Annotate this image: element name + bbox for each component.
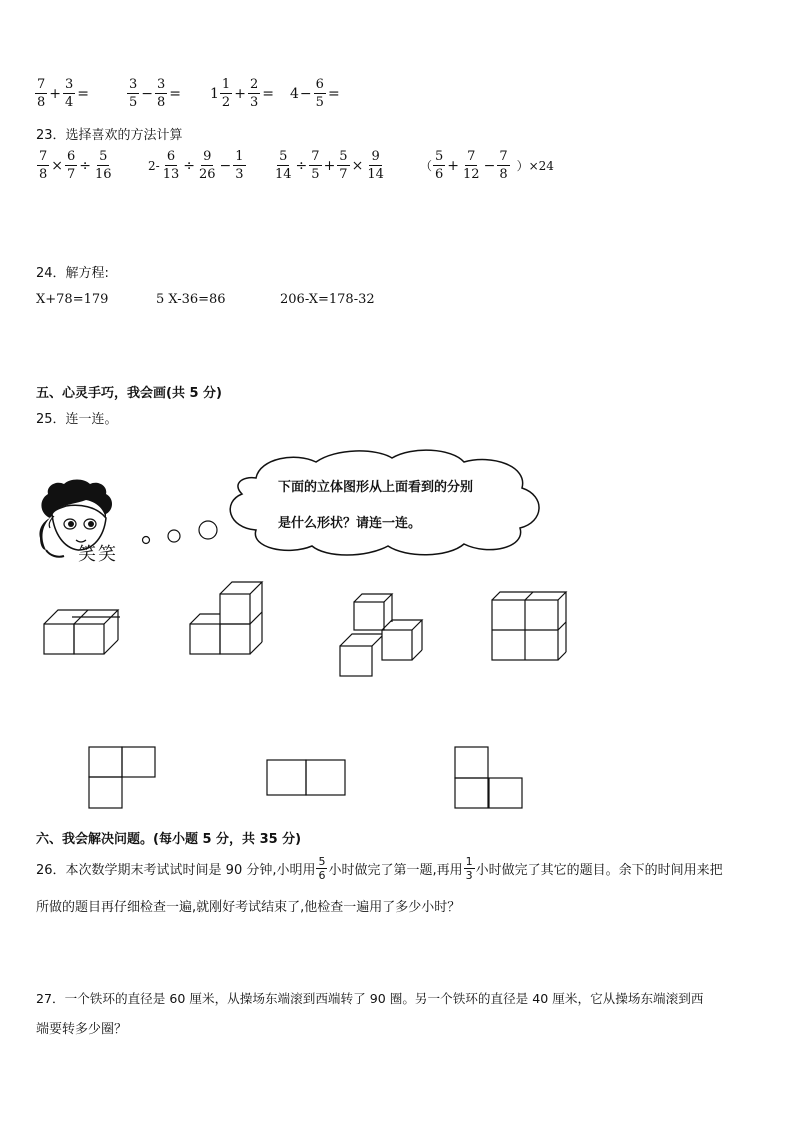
fraction: $\frac{1}{3}$ <box>465 855 473 882</box>
q26-line-2: 所做的题目再仔细检查一遍,就刚好考试结束了,他检查一遍用了多少小时？ <box>36 900 461 915</box>
fraction: $\frac{2}{3}$ <box>249 77 259 110</box>
fraction: $\frac{5}{6}$ <box>435 149 444 182</box>
fraction: $\frac{7}{8}$ <box>499 149 508 182</box>
q23-title: 23．选择喜欢的方法计算 <box>36 128 183 143</box>
cube-figure-1 <box>44 608 124 656</box>
fraction: $\frac{5}{6}$ <box>318 855 326 882</box>
fraction: $\frac{7}{8}$ <box>39 149 48 182</box>
top-view-shape-3 <box>454 746 526 810</box>
cube-figure-4 <box>492 590 570 662</box>
bubble-text-line-1: 下面的立体图形从上面看到的分别 <box>278 480 474 495</box>
fraction: $\frac{1}{3}$ <box>235 149 244 182</box>
girl-label: 笑笑 <box>78 544 118 565</box>
thought-bubble <box>216 448 548 556</box>
equation-2: 5 X-36=86 <box>156 292 226 307</box>
bubble-text-line-2: 是什么形状？请连一连。 <box>278 516 422 531</box>
fraction: $\frac{7}{5}$ <box>311 149 320 182</box>
q27-line-2: 端要转多少圈？ <box>36 1022 128 1037</box>
section-5-title: 五、心灵手巧，我会画(共 5 分) <box>36 386 222 401</box>
q22-expression-1: $\frac{7}{8}$ + $\frac{3}{4}$ = <box>37 77 90 110</box>
fraction: $\frac{3}{8}$ <box>157 77 166 110</box>
fraction: $\frac{7}{12}$ <box>463 149 480 182</box>
cube-figure-3 <box>340 592 428 678</box>
fraction: $\frac{6}{13}$ <box>162 149 180 182</box>
fraction: $\frac{7}{8}$ <box>37 77 46 110</box>
q22-expression-3: 1 $\frac{1}{2}$ + $\frac{2}{3}$ = <box>210 77 274 110</box>
q23-expression-4: （ $\frac{5}{6}$ + $\frac{7}{12}$ − $\frac{7}{8}$ ）×24 <box>420 149 554 182</box>
fraction: $\frac{6}{5}$ <box>315 77 324 110</box>
fraction: $\frac{5}{7}$ <box>339 149 348 182</box>
thought-dots <box>138 518 228 548</box>
fraction: $\frac{5}{16}$ <box>95 149 112 182</box>
q22-expression-2: $\frac{3}{5}$ − $\frac{3}{8}$ = <box>129 77 182 110</box>
q27-line-1: 27．一个铁环的直径是 60 厘米，从操场东端滚到西端转了 90 圈。另一个铁环的直径是 40 厘米，它从操场东端滚到西 <box>36 991 704 1006</box>
fraction: $\frac{1}{2}$ <box>221 77 231 110</box>
fraction: $\frac{5}{14}$ <box>275 149 292 182</box>
fraction: $\frac{6}{7}$ <box>67 149 76 182</box>
top-view-shape-2 <box>266 758 348 798</box>
fraction: $\frac{9}{26}$ <box>198 149 216 182</box>
cube-figure-2 <box>190 580 264 656</box>
q24-title: 24．解方程: <box>36 266 109 281</box>
fraction: $\frac{3}{5}$ <box>129 77 138 110</box>
fraction: $\frac{9}{14}$ <box>367 149 384 182</box>
q22-expression-4: 4 − $\frac{6}{5}$ = <box>290 77 340 110</box>
section-6-title: 六、我会解决问题。(每小题 5 分，共 35 分) <box>36 832 302 847</box>
fraction: $\frac{3}{4}$ <box>65 77 74 110</box>
equation-1: X+78=179 <box>36 292 109 307</box>
q26-line-1: 26．本次数学期末考试试时间是 90 分钟,小明用 $\frac{5}{6}$ 小时做完了第一题,再用 $\frac{1}{3}$ 小时做完了其它的题目。余下的时间用来把 <box>36 855 723 882</box>
q23-expression-3: $\frac{5}{14}$ ÷ $\frac{7}{5}$ + $\frac{5}{7}$ × $\frac{9}{14}$ <box>275 149 384 182</box>
equation-3: 206-X=178-32 <box>280 292 375 307</box>
q25-title: 25．连一连。 <box>36 412 118 427</box>
q23-expression-1: $\frac{7}{8}$ × $\frac{6}{7}$ ÷ $\frac{5}{16}$ <box>39 149 112 182</box>
top-view-shape-1 <box>88 746 158 810</box>
q23-expression-2: 2- $\frac{6}{13}$ ÷ $\frac{9}{26}$ − $\frac{1}{3}$ <box>148 149 244 182</box>
